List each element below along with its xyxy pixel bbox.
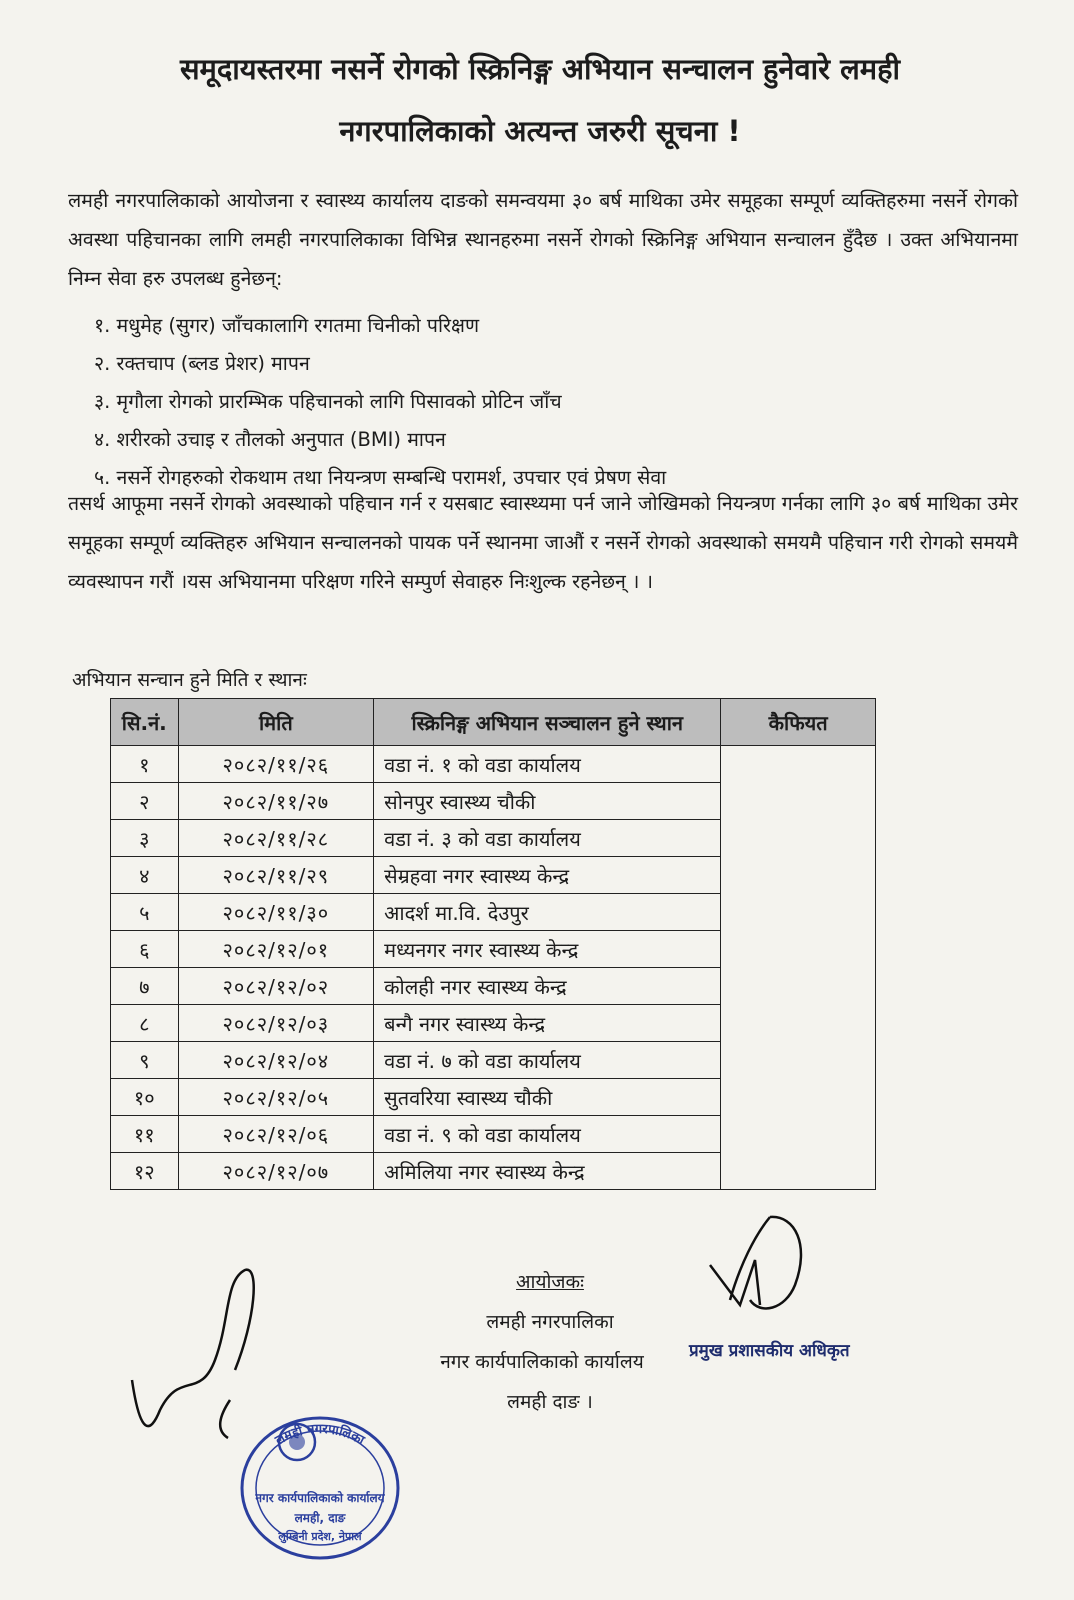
service-item-4: ४. शरीरको उचाइ र तौलको अनुपात (BMI) मापन — [94, 428, 446, 451]
header-remarks: कैफियत — [721, 699, 876, 746]
schedule-label: अभियान सन्चान हुने मिति र स्थानः — [72, 669, 307, 691]
service-item-1: १. मधुमेह (सुगर) जाँचकालागि रगतमा चिनीको परिक्षण — [94, 314, 480, 337]
row-serial: ३ — [111, 820, 179, 857]
row-serial: ६ — [111, 931, 179, 968]
row-serial: १ — [111, 746, 179, 783]
header-serial: सि.नं. — [111, 699, 179, 746]
service-item-2: २. रक्तचाप (ब्लड प्रेशर) मापन — [94, 352, 310, 375]
row-place: अमिलिया नगर स्वास्थ्य केन्द्र — [374, 1153, 721, 1190]
row-place: सुतवरिया स्वास्थ्य चौकी — [374, 1079, 721, 1116]
organizer-line-2: नगर कार्यपालिकाको कार्यालय — [440, 1351, 644, 1373]
row-serial: १० — [111, 1079, 179, 1116]
signature-right-icon — [700, 1205, 840, 1325]
row-place: वडा नं. ७ को वडा कार्यालय — [374, 1042, 721, 1079]
notice-title-line-1: समूदायस्तरमा नसर्ने रोगको स्क्रिनिङ्ग अभियान सन्चालन हुनेवारे लमही — [179, 52, 901, 86]
header-place: स्क्रिनिङ्ग अभियान सञ्चालन हुने स्थान — [374, 699, 721, 746]
row-serial: ७ — [111, 968, 179, 1005]
row-place: कोलही नगर स्वास्थ्य केन्द्र — [374, 968, 721, 1005]
row-serial: ११ — [111, 1116, 179, 1153]
services-list — [94, 307, 666, 497]
row-date: २०८२/११/२८ — [178, 820, 374, 857]
organizer-line-3: लमही दाङ । — [507, 1391, 593, 1413]
row-date: २०८२/१२/०७ — [178, 1153, 374, 1190]
organizer-heading: आयोजकः — [516, 1271, 584, 1293]
header-date: मिति — [178, 699, 374, 746]
row-serial: ९ — [111, 1042, 179, 1079]
row-place: सेम्रहवा नगर स्वास्थ्य केन्द्र — [374, 857, 721, 894]
row-date: २०८२/११/२७ — [178, 783, 374, 820]
remarks-cell — [721, 746, 876, 1190]
row-date: २०८२/१२/०५ — [178, 1079, 374, 1116]
row-date: २०८२/१२/०४ — [178, 1042, 374, 1079]
row-serial: २ — [111, 783, 179, 820]
stamp-text-bottom-1: लमही, दाङ — [294, 1511, 346, 1525]
row-place: वडा नं. ९ को वडा कार्यालय — [374, 1116, 721, 1153]
row-serial: ८ — [111, 1005, 179, 1042]
row-place: आदर्श मा.वि. देउपुर — [374, 894, 721, 931]
row-date: २०८२/११/२६ — [178, 746, 374, 783]
closing-paragraph: तसर्थ आफूमा नसर्ने रोगको अवस्थाको पहिचान गर्न र यसबाट स्वास्थ्यमा पर्न जाने जोखिमको नियन्त्रण गर्नका लागि ३० बर्ष माथिका उमेर समूहका सम्पूर्ण व्यक्तिहरु अभियान सन्चालनको पायक पर्ने स्थानमा जाऔं र नसर्ने रोगको अवस्थाको समयमै पहिचान गरी रोगको समयमै व्यवस्थापन गरौं ।यस अभियानमा परिक्षण गरिने सम्पुर्ण सेवाहरु निःशुल्क रहनेछन् । । — [68, 492, 1018, 593]
designation-stamp: प्रमुख प्रशासकीय अधिकृत — [689, 1341, 850, 1361]
intro-paragraph: लमही नगरपालिकाको आयोजना र स्वास्थ्य कार्यालय दाङको समन्वयमा ३० बर्ष माथिका उमेर समूहका सम्पूर्ण व्यक्तिहरुमा नसर्ने रोगको अवस्था पहिचानका लागि लमही नगरपालिकाका विभिन्न स्थानहरुमा नसर्ने रोगको स्क्रिनिङ्ग अभियान सन्चालन हुँदैछ । उक्त अभियानमा निम्न सेवा हरु उपलब्ध हुनेछन्: — [68, 189, 1018, 290]
row-serial: ४ — [111, 857, 179, 894]
notice-title-line-2: नगरपालिकाको अत्यन्त जरुरी सूचना ! — [339, 114, 741, 148]
service-item-5: ५. नसर्ने रोगहरुको रोकथाम तथा नियन्त्रण सम्बन्धि परामर्श, उपचार एवं प्रेषण सेवा — [94, 466, 667, 489]
table-row — [111, 746, 876, 783]
schedule-table — [110, 698, 876, 1190]
row-date: २०८२/१२/०१ — [178, 931, 374, 968]
row-place: वडा नं. १ को वडा कार्यालय — [374, 746, 721, 783]
stamp-text-mid: नगर कार्यपालिकाको कार्यालय — [255, 1491, 385, 1505]
row-date: २०८२/११/२९ — [178, 857, 374, 894]
row-serial: १२ — [111, 1153, 179, 1190]
row-place: वडा नं. ३ को वडा कार्यालय — [374, 820, 721, 857]
stamp-text-bottom-2: लुम्बिनी प्रदेश, नेपाल — [278, 1530, 362, 1543]
stamp-text-top: लमही नगरपालिका — [272, 1421, 367, 1449]
row-serial: ५ — [111, 894, 179, 931]
row-date: २०८२/१२/०६ — [178, 1116, 374, 1153]
row-place: मध्यनगर नगर स्वास्थ्य केन्द्र — [374, 931, 721, 968]
official-stamp-icon — [225, 1400, 415, 1570]
row-date: २०८२/११/३० — [178, 894, 374, 931]
row-date: २०८२/१२/०३ — [178, 1005, 374, 1042]
row-date: २०८२/१२/०२ — [178, 968, 374, 1005]
row-place: सोनपुर स्वास्थ्य चौकी — [374, 783, 721, 820]
service-item-3: ३. मृगौला रोगको प्रारम्भिक पहिचानको लागि पिसावको प्रोटिन जाँच — [94, 390, 562, 413]
table-header-row — [111, 699, 876, 746]
organizer-line-1: लमही नगरपालिका — [486, 1311, 614, 1333]
row-place: बन्गै नगर स्वास्थ्य केन्द्र — [374, 1005, 721, 1042]
